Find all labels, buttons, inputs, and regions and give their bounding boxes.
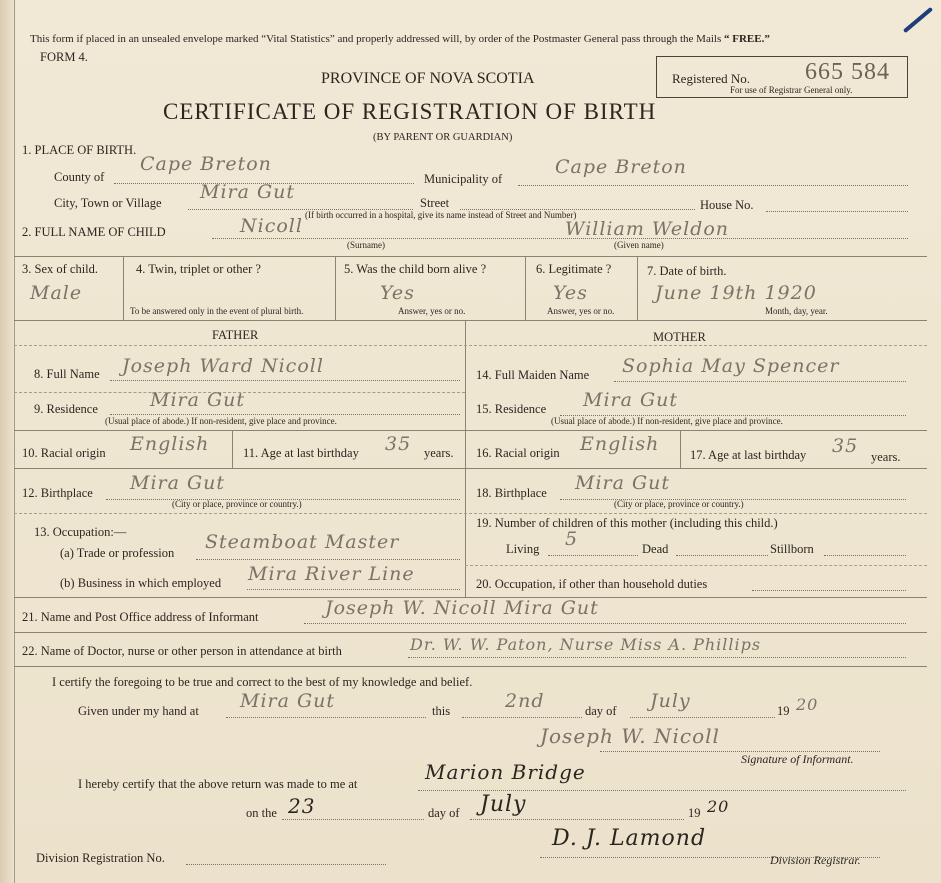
street-label: Street [420, 196, 450, 210]
county-value: Cape Breton [140, 153, 272, 175]
mother-residence-note: (Usual place of abode.) If non-resident, give place and province. [551, 416, 783, 426]
registered-label: Registered No. [672, 71, 750, 86]
stillborn-label: Stillborn [770, 542, 814, 556]
living-value: 5 [565, 528, 579, 550]
living-label: Living [506, 542, 540, 556]
father-birthplace-note: (City or place, province or country.) [172, 499, 302, 509]
this-day-value: 2nd [505, 690, 545, 712]
given-place-value: Mira Gut [240, 690, 336, 712]
registrar-day-of: day of [428, 806, 460, 820]
year-prefix: 19 [777, 704, 790, 718]
month-value: July [650, 690, 691, 712]
legitimate-label: 6. Legitimate ? [536, 262, 612, 276]
left-margin-strip [0, 0, 14, 883]
year-value: 20 [796, 695, 819, 714]
registered-note: For use of Registrar General only. [730, 85, 853, 95]
registered-value: 665 584 [805, 59, 890, 85]
postal-notice: This form if placed in an unsealed envelope marked “Vital Statistics” and properly addressed will, by order of the Postmaster General pass through the Mails “ FREE.” [30, 33, 770, 45]
father-racial-value: English [130, 433, 210, 455]
legitimate-value: Yes [553, 282, 588, 304]
sex-label: 3. Sex of child. [22, 262, 99, 276]
margin-rule [14, 0, 15, 883]
on-the-label: on the [246, 806, 277, 820]
mother-age-label: 17. Age at last birthday [690, 448, 807, 462]
child-given-value: William Weldon [565, 218, 730, 240]
day-of-label: day of [585, 704, 617, 718]
registrar-day-value: 23 [288, 794, 316, 818]
doctor-value: Dr. W. W. Paton, Nurse Miss A. Phillips [410, 635, 762, 654]
father-residence-label: 9. Residence [34, 402, 98, 416]
alive-note: Answer, yes or no. [398, 306, 466, 316]
date-label: 7. Date of birth. [647, 264, 727, 278]
registrar-year-value: 20 [707, 797, 730, 816]
father-heading: FATHER [212, 328, 259, 342]
registrar-year-prefix: 19 [688, 806, 701, 820]
date-note: Month, day, year. [765, 306, 828, 316]
registrar-text: I hereby certify that the above return was made to me at [78, 777, 358, 791]
municipality-value: Cape Breton [555, 156, 687, 178]
mother-residence-label: 15. Residence [476, 402, 547, 416]
mother-years: years. [871, 450, 901, 464]
mother-occupation-label: 20. Occupation, if other than household duties [476, 577, 708, 591]
mother-birthplace-value: Mira Gut [575, 472, 671, 494]
given-under-label: Given under my hand at [78, 704, 199, 718]
father-name-value: Joseph Ward Nicoll [122, 355, 324, 377]
mother-name-label: 14. Full Maiden Name [476, 368, 590, 382]
father-occupation-label: 13. Occupation:— [34, 525, 127, 539]
informant-label: 21. Name and Post Office address of Informant [22, 610, 259, 624]
dead-label: Dead [642, 542, 669, 556]
father-birthplace-label: 12. Birthplace [22, 486, 93, 500]
business-label: (b) Business in which employed [60, 576, 222, 590]
trade-label: (a) Trade or profession [60, 546, 175, 560]
alive-label: 5. Was the child born alive ? [344, 262, 487, 276]
county-label: County of [54, 170, 105, 184]
mother-heading: MOTHER [653, 330, 706, 344]
street-note: (If birth occurred in a hospital, give its name instead of Street and Number) [305, 210, 577, 220]
child-surname-value: Nicoll [240, 215, 303, 237]
sex-value: Male [30, 282, 83, 304]
informant-value: Joseph W. Nicoll Mira Gut [325, 597, 599, 619]
twin-note: To be answered only in the event of plural birth. [130, 306, 304, 316]
child-name-label: 2. FULL NAME OF CHILD [22, 225, 166, 239]
father-age-label: 11. Age at last birthday [243, 446, 359, 460]
father-birthplace-value: Mira Gut [130, 472, 226, 494]
registrar-place-value: Marion Bridge [425, 760, 586, 784]
alive-value: Yes [380, 282, 415, 304]
registered-number-box [656, 56, 908, 98]
father-name-label: 8. Full Name [34, 367, 100, 381]
father-age-value: 35 [385, 433, 412, 455]
house-label: House No. [700, 198, 754, 212]
page-subtitle: (BY PARENT OR GUARDIAN) [373, 132, 513, 143]
father-racial-label: 10. Racial origin [22, 446, 106, 460]
twin-label: 4. Twin, triplet or other ? [136, 262, 261, 276]
this-label: this [432, 704, 451, 718]
mother-age-value: 35 [832, 435, 859, 457]
legitimate-note: Answer, yes or no. [547, 306, 615, 316]
informant-sig-caption: Signature of Informant. [741, 752, 854, 766]
surname-note: (Surname) [347, 240, 385, 250]
mother-racial-value: English [580, 433, 660, 455]
mother-name-value: Sophia May Spencer [622, 355, 840, 377]
mother-birthplace-note: (City or place, province or country.) [614, 499, 744, 509]
city-label: City, Town or Village [54, 196, 162, 210]
place-of-birth-heading: 1. PLACE OF BIRTH. [22, 143, 137, 157]
children-count-label: 19. Number of children of this mother (including this child.) [476, 516, 778, 530]
form-number: FORM 4. [40, 50, 88, 64]
informant-signature: Joseph W. Nicoll [540, 724, 720, 748]
registrar-month-value: July [480, 792, 527, 817]
registrar-sig-caption: Division Registrar. [770, 853, 861, 867]
certify-text: I certify the foregoing to be true and correct to the best of my knowledge and belief. [52, 675, 473, 689]
municipality-label: Municipality of [424, 172, 503, 186]
business-value: Mira River Line [248, 563, 415, 585]
mother-racial-label: 16. Racial origin [476, 446, 560, 460]
division-registration-label: Division Registration No. [36, 851, 165, 865]
given-note: (Given name) [614, 240, 664, 250]
mother-birthplace-label: 18. Birthplace [476, 486, 547, 500]
page-title: CERTIFICATE OF REGISTRATION OF BIRTH [163, 99, 657, 124]
father-residence-value: Mira Gut [150, 389, 246, 411]
father-years: years. [424, 446, 454, 460]
city-value: Mira Gut [200, 181, 296, 203]
registrar-signature: D. J. Lamond [552, 826, 707, 851]
mother-residence-value: Mira Gut [583, 389, 679, 411]
date-value: June 19th 1920 [655, 282, 817, 304]
ink-mark [903, 7, 933, 33]
father-residence-note: (Usual place of abode.) If non-resident, give place and province. [105, 416, 337, 426]
province-heading: PROVINCE OF NOVA SCOTIA [321, 70, 535, 87]
trade-value: Steamboat Master [205, 531, 400, 553]
doctor-label: 22. Name of Doctor, nurse or other person in attendance at birth [22, 644, 342, 658]
